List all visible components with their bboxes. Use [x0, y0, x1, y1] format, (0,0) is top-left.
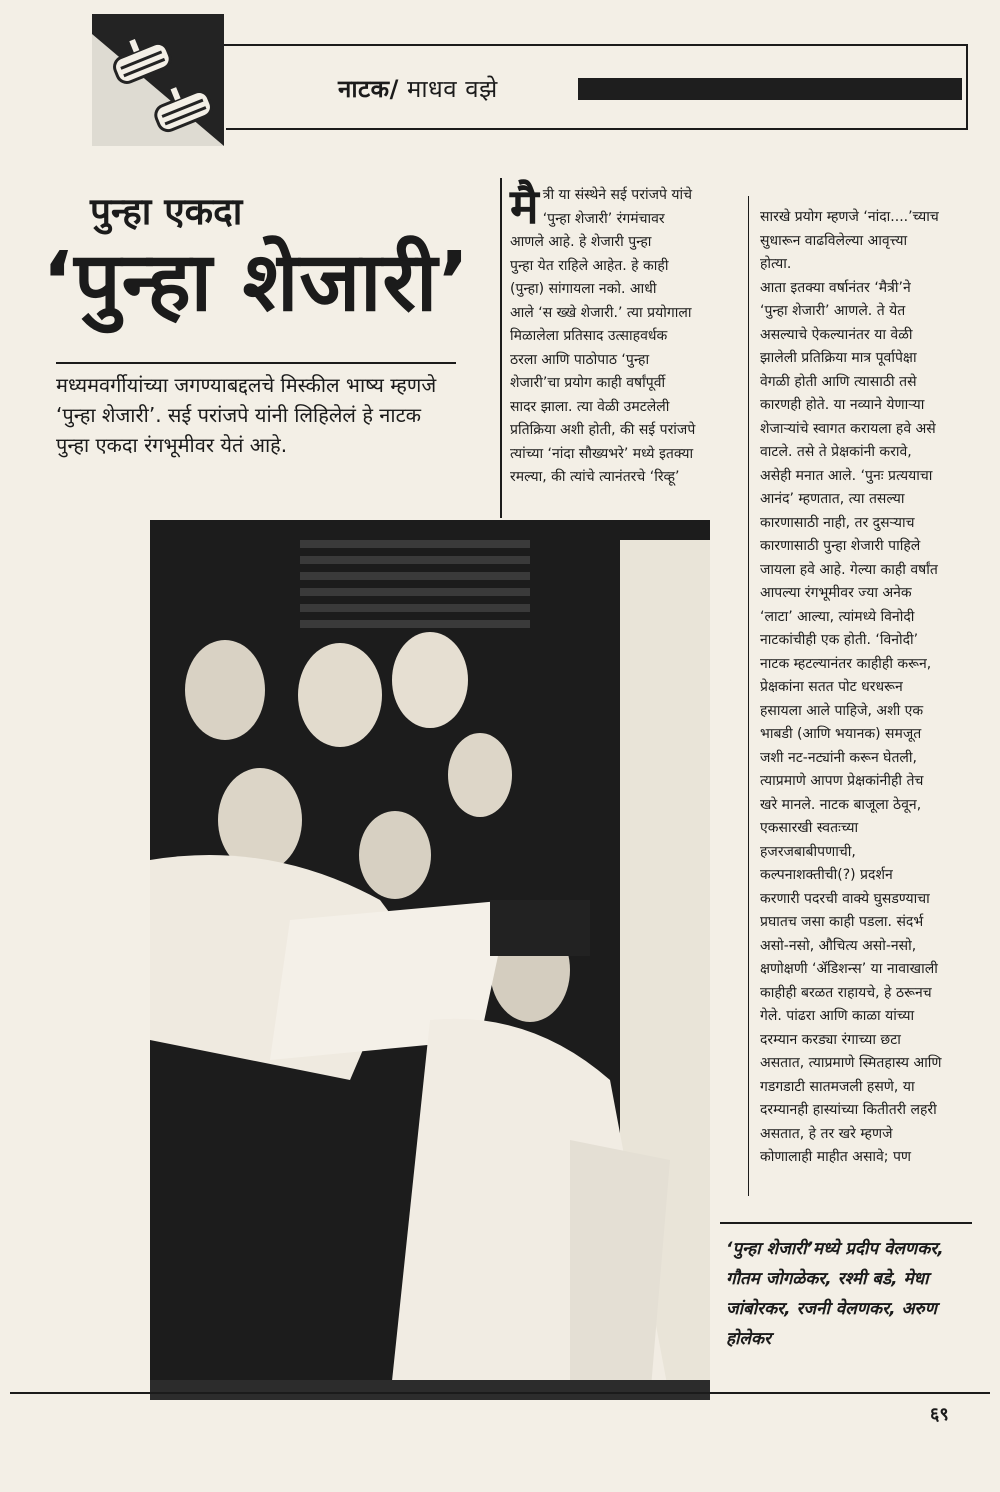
column-right-line: कारणासाठी नाही, तर दुसऱ्याच — [760, 514, 915, 531]
column-right-line: करणारी पदरची वाक्ये घुसडण्याचा — [760, 890, 930, 907]
column-right-line: कोणालाही माहीत असावे; पण — [760, 1149, 912, 1165]
page-number: ६९ — [930, 1404, 949, 1425]
intro-paragraph: मध्यमवर्गीयांच्या जगण्याबद्दलचे मिस्कील भाष्य म्हणजे ‘पुन्हा शेजारी’. सई परांजपे यांनी लिहिलेलं हे नाटक पुन्हा एकदा रंगभूमीवर येतं आहे. — [56, 373, 437, 457]
column-middle-line: (पुन्हा) सांगायला नको. आधी — [510, 281, 657, 297]
column-right-line: दरम्यान करड्या रंगाच्या छटा — [760, 1031, 901, 1048]
column-right-line: वाटले. तसे ते प्रेक्षकांनी करावे, — [760, 444, 912, 460]
column-right-line: एकसारखी स्वतःच्या — [760, 820, 859, 836]
column-right-line: त्याप्रमाणे आपण प्रेक्षकांनीही तेच — [760, 773, 924, 789]
bottom-rule — [10, 1392, 990, 1394]
column-middle-line: आले ‘स ख्खे शेजारी.’ त्या प्रयोगाला — [510, 304, 692, 321]
column-right-line: भाबडी (आणि भयानक) समजूत — [760, 726, 922, 742]
column-right-line: शेजाऱ्यांचे स्वागत करायला हवे असे — [760, 420, 936, 437]
header-bottom-rule — [226, 128, 968, 130]
column-right-line: सारखे प्रयोग म्हणजे ‘नांदा....’च्याच — [760, 209, 939, 225]
column-right-line: दरम्यानही हास्यांच्या कितीतरी लहरी — [760, 1102, 937, 1118]
column-right-text — [760, 206, 978, 1170]
column-right-line: कारणही होते. या नव्याने येणाऱ्या — [760, 397, 925, 413]
column-middle-line: शेजारी’चा प्रयोग काही वर्षांपूर्वी — [510, 375, 666, 391]
column-right-line: काहीही बरळत राहायचे, हे ठरूनच — [760, 984, 932, 1001]
column-right-line: नाटक म्हटल्यानंतर काहीही करून, — [760, 655, 932, 672]
cast-photograph — [150, 520, 710, 1400]
column-right-line: झालेली प्रतिक्रिया मात्र पूर्वापेक्षा — [760, 350, 917, 366]
column-right-line: ‘लाटा’ आल्या, त्यांमध्ये विनोदी — [760, 608, 915, 625]
column-middle-text — [510, 179, 740, 490]
column-middle-line: सादर झाला. त्या वेळी उमटलेली — [510, 398, 670, 415]
column-right-line: आपल्या रंगभूमीवर ज्या अनेक — [760, 585, 912, 601]
headline: ‘पुन्हा शेजारी’ — [42, 235, 471, 330]
column-right-line: होत्या. — [760, 256, 792, 272]
article-column-middle — [510, 179, 740, 490]
column-middle-line: त्यांच्या ‘नांदा सौख्यभरे’ मध्ये इतक्या — [510, 445, 694, 462]
column-right-line: हजरजबाबीपणाची, — [760, 843, 856, 860]
kicker: पुन्हा एकदा — [90, 190, 243, 233]
column-middle-line: रमल्या, की त्यांचे त्यानंतरचे ‘रिव्हू’ — [510, 469, 680, 485]
column-right-line: असो-नसो, औचित्य असो-नसो, — [760, 937, 917, 954]
column-right-line: प्रघातच जसा काही पडला. संदर्भ — [760, 914, 924, 930]
column-right-line: नाटकांचीही एक होती. ‘विनोदी’ — [760, 632, 919, 648]
photo-caption: ‘पुन्हा शेजारी’मध्ये प्रदीप वेलणकर, गौतम जोगळेकर, रश्मी बडे, मेधा जांबोरकर, रजनी वेलणकर, अरुण होलेकर — [726, 1239, 944, 1349]
column-right-line: वेगळी होती आणि त्यासाठी तसे — [760, 373, 917, 390]
column-middle-line: मिळालेला प्रतिसाद उत्साहवर्धक — [510, 328, 668, 344]
caption-rule — [720, 1222, 972, 1224]
section-header-bar — [578, 78, 962, 100]
column-right-line: असतात, हे तर खरे म्हणजे — [760, 1125, 893, 1142]
column-middle-line: ‘पुन्हा शेजारी’ रंगमंचावर — [542, 210, 665, 227]
headline-rule — [56, 362, 456, 364]
column-middle-line: त्री या संस्थेने सई परांजपे यांचे — [542, 187, 693, 203]
column-right-line: क्षणोक्षणी ‘ॲडिशन्स’ या नावाखाली — [760, 961, 938, 977]
section-name: नाटक/ — [338, 75, 399, 103]
article-column-right — [760, 206, 978, 1170]
section-header — [330, 68, 966, 112]
column-right-line: सुधारून वाढविलेल्या आवृत्त्या — [760, 232, 908, 249]
section-logo — [92, 14, 224, 146]
column-right-line: कारणासाठी पुन्हा शेजारी पाहिले — [760, 538, 921, 554]
column-right-line: प्रेक्षकांना सतत पोट धरधरून — [760, 679, 903, 695]
column-right-line: गडगडाटी सातमजली हसणे, या — [760, 1078, 915, 1095]
section-title — [338, 72, 508, 105]
column-middle-line: प्रतिक्रिया अशी होती, की सई परांजपे — [510, 422, 696, 438]
column-right-line: कल्पनाशक्तीची(?) प्रदर्शन — [760, 867, 893, 883]
candles-icon — [92, 14, 224, 146]
column-right-line: असतात, त्याप्रमाणे स्मितहास्य आणि — [760, 1055, 942, 1071]
column-right-line: आता इतक्या वर्षानंतर ‘मैत्री’ने — [760, 279, 911, 296]
column-right-line: ‘पुन्हा शेजारी’ आणले. ते येत — [760, 303, 906, 319]
column-right-line: गेले. पांढरा आणि काळा यांच्या — [760, 1008, 915, 1024]
column-middle-line: आणले आहे. हे शेजारी पुन्हा — [510, 234, 652, 250]
column-right-line: आनंद’ म्हणतात, त्या तसल्या — [760, 491, 905, 507]
column-middle-line: ठरला आणि पाठोपाठ ‘पुन्हा — [510, 351, 650, 368]
column-middle-line: पुन्हा येत राहिले आहेत. हे काही — [510, 257, 669, 274]
column-right-line: असल्याचे ऐकल्यानंतर या वेळी — [760, 326, 913, 343]
drop-cap: मै — [510, 179, 539, 235]
section-author: माधव वझे — [398, 75, 498, 103]
column-right-line: जशी नट-नट्यांनी करून घेतली, — [760, 749, 917, 766]
column-divider-right — [748, 196, 749, 1196]
header-rule-right — [966, 44, 968, 130]
column-right-line: असेही मनात आले. ‘पुनः प्रत्ययाचा — [760, 467, 933, 484]
column-right-line: जायला हवे आहे. गेल्या काही वर्षांत — [760, 561, 938, 578]
column-divider-left — [500, 178, 502, 518]
column-right-line: खरे मानले. नाटक बाजूला ठेवून, — [760, 796, 922, 813]
cast-group-photo — [150, 520, 710, 1400]
column-right-line: हसायला आले पाहिजे, अशी एक — [760, 702, 924, 719]
